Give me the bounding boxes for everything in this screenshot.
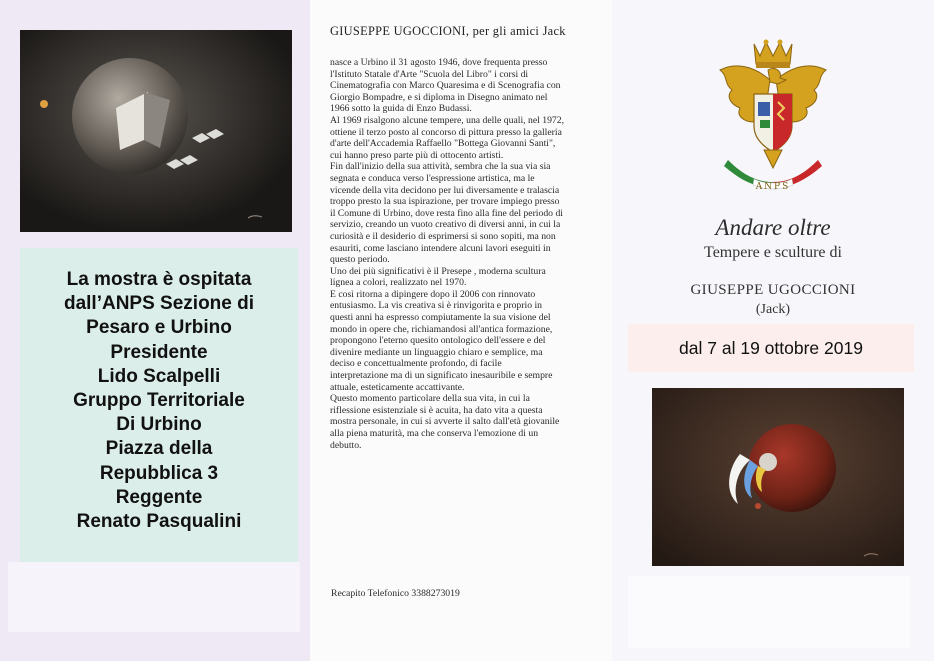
info-line: Renato Pasqualini [76,511,242,533]
bio-line: Giorgio Bompadre, e si diploma in Disegno animato nel [330,91,548,103]
bio-line: divenire mediante un linguaggio chiaro e semplice, ma [330,346,543,358]
exhibition-host-info [20,248,298,562]
info-line: Lido Scalpelli [97,365,221,387]
bio-line: l'Istituto Statale d'Arte "Scuola del Libro" i corsi di [330,68,529,80]
bio-line: Questo momento particolare della sua vita, in cui la [330,393,530,405]
bio-line: lignea a colori, realizzato nel 1970. [330,277,467,289]
info-line: La mostra è ospitata [66,269,252,290]
info-line: Pesaro e Urbino [86,317,232,339]
bio-line: interpretazione ma di un significato inesauribile e sempre [330,370,553,382]
painting-abstract-left [20,30,292,232]
info-line: Di Urbino [116,414,202,436]
anps-emblem [714,36,832,196]
info-line: Reggente [115,486,203,508]
artist-name: GIUSEPPE UGOCCIONI [690,282,856,298]
bio-line: Fin dall'inizio della sua attività, sembra che la sua via sia [330,161,551,173]
phone-contact: Recapito Telefonico 3388273019 [331,588,460,599]
artist-nickname: (Jack) [755,302,791,317]
bio-line: Al 1969 risalgono alcune tempere, una delle quali, nel 1972, [330,114,565,126]
exhibition-title: Andare oltre [715,215,831,240]
bio-line: Uno dei più significativi è il Presepe , moderna scultura [330,265,546,277]
bio-line: servizio, creando un vuoto creativo di diversi anni, in cui la [330,219,561,231]
info-line: Piazza della [105,438,213,460]
info-line: Repubblica 3 [99,462,219,484]
painting-left-artwork [20,30,292,232]
bio-line: esauriti, come lasciano intendere alcuni lavori eseguiti in [330,242,551,254]
emblem-label: ANPS [755,182,791,192]
bio-line: d'arte dell'Accademia Raffaello "Bottega Giovanni Santi", [330,138,556,150]
painting-right-artwork [652,388,904,566]
bio-line: questi anni ha espresso compiutamente la sua visione del [330,312,551,324]
bio-title: GIUSEPPE UGOCCIONI, per gli amici Jack [330,24,566,38]
bio-line: alla piena maturità, ma che conserva l'emozione di un [330,428,539,439]
bio-text [330,57,606,451]
info-line: Gruppo Territoriale [73,390,245,412]
bio-line: propongono l'eterno quesito ontologico dell'essere e del [330,335,546,347]
bio-line: nasce a Urbino il 31 agosto 1946, dove frequenta presso [330,57,548,68]
bio-line: cui hanno preso parte più di ottocento artisti. [330,149,504,161]
bio-line: debutto. [330,439,362,451]
exhibition-dates: dal 7 al 19 ottobre 2019 [628,324,914,372]
bio-line: curiosità e il desiderio di esprimersi si sono sopiti, ma non [330,230,556,242]
bio-line: E così ritorna a dipingere dopo il 2006 con rinnovato [330,288,536,300]
bio-line: segnata e conduca verso l'espressione artistica, ma le [330,172,535,184]
bio-line: Cinematografia con Marco Quaresima e di Scenografia con [330,80,561,92]
bio-line: 1966 sotto la guida di Enzo Budassi. [330,103,472,115]
bio-line: mondo in opere che, richiamandosi all'antica formazione, [330,323,553,335]
info-line: Presidente [110,341,208,363]
bio-line: riflessione esistenziale si è acuita, ha dato vita a questa [330,404,543,416]
eagle-crest-icon [714,36,832,196]
info-line: dall’ANPS Sezione di [63,293,255,315]
bio-line: deciso e concettualmente profondo, di facile [330,358,502,370]
bio-line: attuale, esteticamente accattivante. [330,381,465,393]
bio-line: troppo presto la sua ispirazione, per trovare impiego presso [330,196,560,208]
painting-abstract-right [652,388,904,566]
bio-line: mostra personale, in cui si avverte il salto dall'età giovanile [330,416,560,428]
blank-area-left [8,562,300,632]
bio-line: entusiasmo. La vis creativa si è rinvigorita e proprio in [330,300,542,312]
bio-line: ottiene il terzo posto al concorso di pittura presso la galleria [330,126,562,138]
blank-area-right [628,576,910,648]
bio-line: questo periodo. [330,254,390,266]
bio-line: il Comune di Urbino, dove resta fino alla fine del periodo di [330,207,563,219]
bio-line: vicende della vita decidono per lui diversamente e tralascia [330,184,560,196]
exhibition-subtitle: Tempere e sculture di [704,244,842,261]
